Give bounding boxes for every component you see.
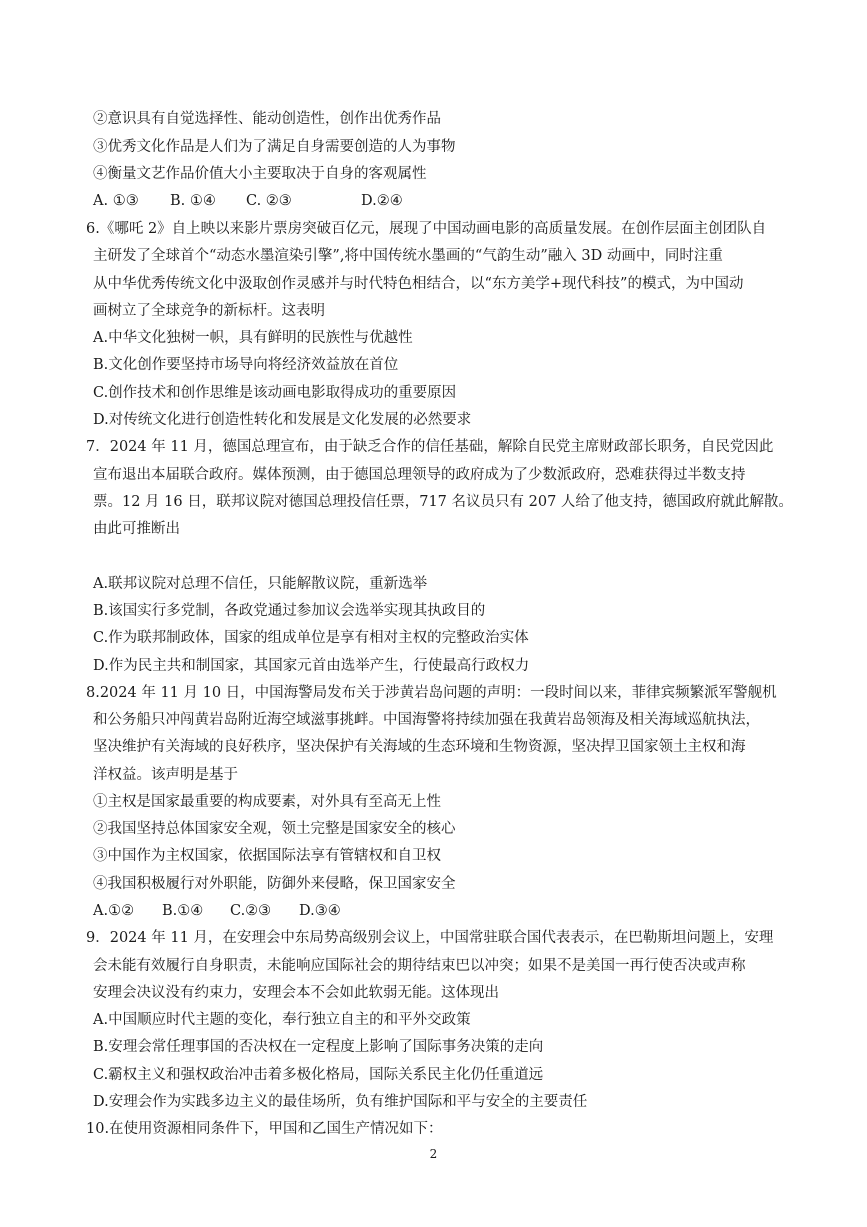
- q8-stem-line-1: 8.2024 年 11 月 10 日，中国海警局发布关于涉黄岩岛问题的声明：一段时间以来，菲律宾频繁派军警舰机: [86, 685, 777, 701]
- prev-option-a: A. ①③: [93, 193, 139, 209]
- q9-option-c: C.霸权主义和强权政治冲击着多极化格局，国际关系民主化仍任重道远: [93, 1067, 544, 1083]
- q9-stem-line-2: 会未能有效履行自身职责，未能响应国际社会的期待结束巴以冲突；如果不是美国一再行使否决或声称: [93, 958, 746, 974]
- q6-stem-line-2: 主研发了全球首个“动态水墨渲染引擎”,将中国传统水墨画的“气韵生动”融入 3D 动画中，同时注重: [93, 248, 723, 264]
- q8-option-c: C.②③: [230, 903, 272, 919]
- q9-option-a: A.中国顺应时代主题的变化，奉行独立自主的和平外交政策: [93, 1012, 471, 1028]
- q8-option-d: D.③④: [299, 903, 341, 919]
- q7-option-a: A.联邦议院对总理不信任，只能解散议院，重新选举: [93, 576, 428, 592]
- q6-stem-line-4: 画树立了全球竞争的新标杆。这表明: [93, 303, 325, 319]
- q10-stem-line-1: 10.在使用资源相同条件下，甲国和乙国生产情况如下：: [86, 1121, 443, 1137]
- q6-option-b: B.文化创作要坚持市场导向将经济效益放在首位: [93, 357, 399, 373]
- q7-option-b: B.该国实行多党制，各政党通过参加议会选举实现其执政目的: [93, 603, 486, 619]
- q9-option-b: B.安理会常任理事国的否决权在一定程度上影响了国际事务决策的走向: [93, 1039, 544, 1055]
- q7-stem-line-3: 票。12 月 16 日，联邦议院对德国总理投信任票，717 名议员只有 207 人给了他支持，德国政府就此解散。: [93, 494, 793, 510]
- q8-options: [93, 901, 341, 921]
- prev-statement-4: ④衡量文艺作品价值大小主要取决于自身的客观属性: [93, 166, 427, 182]
- q9-option-d: D.安理会作为实践多边主义的最佳场所，负有维护国际和平与安全的主要责任: [93, 1094, 588, 1110]
- prev-statement-2: ②意识具有自觉选择性、能动创造性，创作出优秀作品: [93, 111, 441, 127]
- prev-option-c: C. ②③: [246, 193, 292, 209]
- q7-stem-line-1: 7．2024 年 11 月，德国总理宣布，由于缺乏合作的信任基础，解除自民党主席财政部长职务，自民党因此: [86, 439, 774, 455]
- q8-stem-line-2: 和公务船只冲闯黄岩岛附近海空域滋事挑衅。中国海警将持续加强在我黄岩岛领海及相关海域巡航执法，: [93, 712, 760, 728]
- q7-option-d: D.作为民主共和制国家，其国家元首由选举产生，行使最高行政权力: [93, 658, 530, 674]
- q6-option-c: C.创作技术和创作思维是该动画电影取得成功的重要原因: [93, 385, 457, 401]
- q7-stem-line-2: 宣布退出本届联合政府。媒体预测，由于德国总理领导的政府成为了少数派政府，恐难获得过半数支持: [93, 467, 746, 483]
- q8-statement-4: ④我国积极履行对外职能，防御外来侵略，保卫国家安全: [93, 876, 456, 892]
- q9-stem-line-1: 9．2024 年 11 月，在安理会中东局势高级别会议上，中国常驻联合国代表表示，在巴勒斯坦问题上，安理: [86, 930, 774, 946]
- prev-option-b: B. ①④: [170, 193, 216, 209]
- q6-option-d: D.对传统文化进行创造性转化和发展是文化发展的必然要求: [93, 412, 472, 428]
- q6-stem-line-3: 从中华优秀传统文化中汲取创作灵感并与时代特色相结合，以“东方美学+现代科技”的模式，为中国动: [93, 276, 744, 292]
- prev-option-d: D.②④: [361, 193, 403, 209]
- q6-option-a: A.中华文化独树一帜，具有鲜明的民族性与优越性: [93, 330, 413, 346]
- prev-statement-3: ③优秀文化作品是人们为了满足自身需要创造的人为事物: [93, 139, 456, 155]
- prev-options: [93, 191, 403, 211]
- q7-stem-line-4: 由此可推断出: [93, 521, 180, 537]
- page-number: 2: [429, 1147, 438, 1161]
- q6-stem-line-1: 6.《哪吒 2》自上映以来影片票房突破百亿元，展现了中国动画电影的高质量发展。在创作层面主创团队自: [86, 221, 767, 237]
- q8-statement-1: ①主权是国家最重要的构成要素，对外具有至高无上性: [93, 794, 441, 810]
- q8-statement-2: ②我国坚持总体国家安全观，领土完整是国家安全的核心: [93, 821, 456, 837]
- q8-option-a: A.①②: [93, 903, 135, 919]
- q9-stem-line-3: 安理会决议没有约束力，安理会本不会如此软弱无能。这体现出: [93, 985, 499, 1001]
- q8-statement-3: ③中国作为主权国家，依据国际法享有管辖权和自卫权: [93, 848, 441, 864]
- q8-stem-line-3: 坚决维护有关海域的良好秩序，坚决保护有关海域的生态环境和生物资源，坚决捍卫国家领土主权和海: [93, 739, 746, 755]
- q8-option-b: B.①④: [162, 903, 204, 919]
- q7-option-c: C.作为联邦制政体，国家的组成单位是享有相对主权的完整政治实体: [93, 630, 529, 646]
- q8-stem-line-4: 洋权益。该声明是基于: [93, 767, 238, 783]
